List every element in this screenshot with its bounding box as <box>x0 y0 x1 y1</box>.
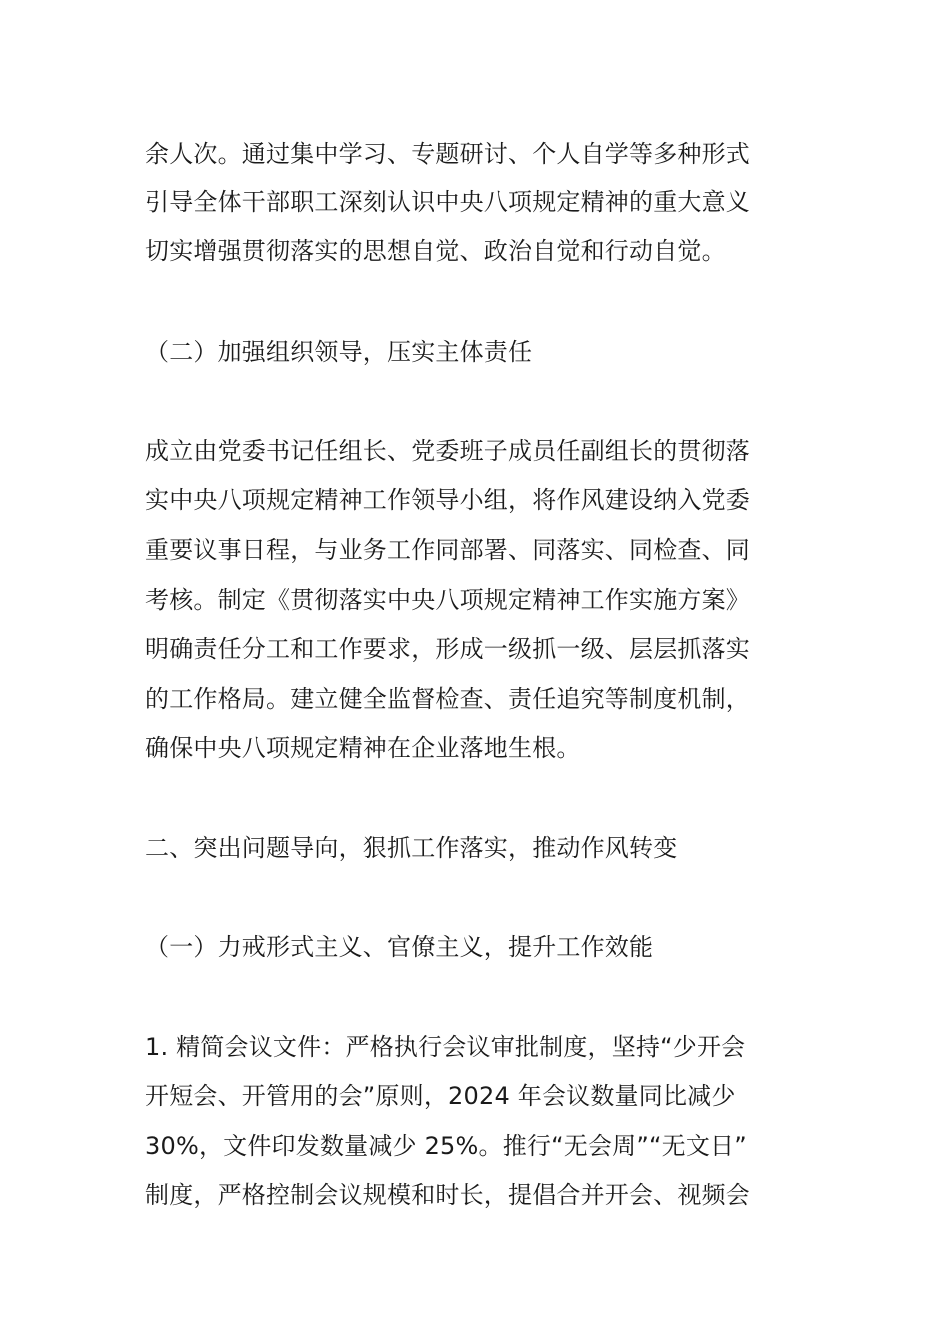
paragraph-line: 30%，文件印发数量减少 25%。推行“无会周”“无文日” <box>145 1132 747 1160</box>
paragraph-line: 制度，严格控制会议规模和时长，提倡合并开会、视频会 <box>145 1181 750 1209</box>
subheading-anti-formalism: （一）力戒形式主义、官僚主义，提升工作效能 <box>145 933 654 961</box>
paragraph-line: 考核。制定《贯彻落实中央八项规定精神工作实施方案》 <box>145 586 750 614</box>
paragraph-line: 切实增强贯彻落实的思想自觉、政治自觉和行动自觉。 <box>145 237 726 265</box>
paragraph-line: 余人次。通过集中学习、专题研讨、个人自学等多种形式 <box>145 140 750 168</box>
paragraph-line: 开短会、开管用的会”原则，2024 年会议数量同比减少 <box>145 1082 736 1110</box>
paragraph-line: 的工作格局。建立健全监督检查、责任追究等制度机制， <box>145 685 750 713</box>
paragraph-line: 成立由党委书记任组长、党委班子成员任副组长的贯彻落 <box>145 437 750 465</box>
section-heading-problem-oriented: 二、突出问题导向，狠抓工作落实，推动作风转变 <box>145 834 678 862</box>
paragraph-line: 重要议事日程，与业务工作同部署、同落实、同检查、同 <box>145 536 750 564</box>
paragraph-line: 实中央八项规定精神工作领导小组，将作风建设纳入党委 <box>145 486 750 514</box>
paragraph-line: 确保中央八项规定精神在企业落地生根。 <box>145 734 581 762</box>
subheading-organization-leadership: （二）加强组织领导，压实主体责任 <box>145 338 533 366</box>
paragraph-line: 引导全体干部职工深刻认识中央八项规定精神的重大意义 <box>145 188 750 216</box>
paragraph-line: 明确责任分工和工作要求，形成一级抓一级、层层抓落实 <box>145 635 750 663</box>
paragraph-line: 1. 精简会议文件：严格执行会议审批制度，坚持“少开会 <box>145 1033 746 1061</box>
